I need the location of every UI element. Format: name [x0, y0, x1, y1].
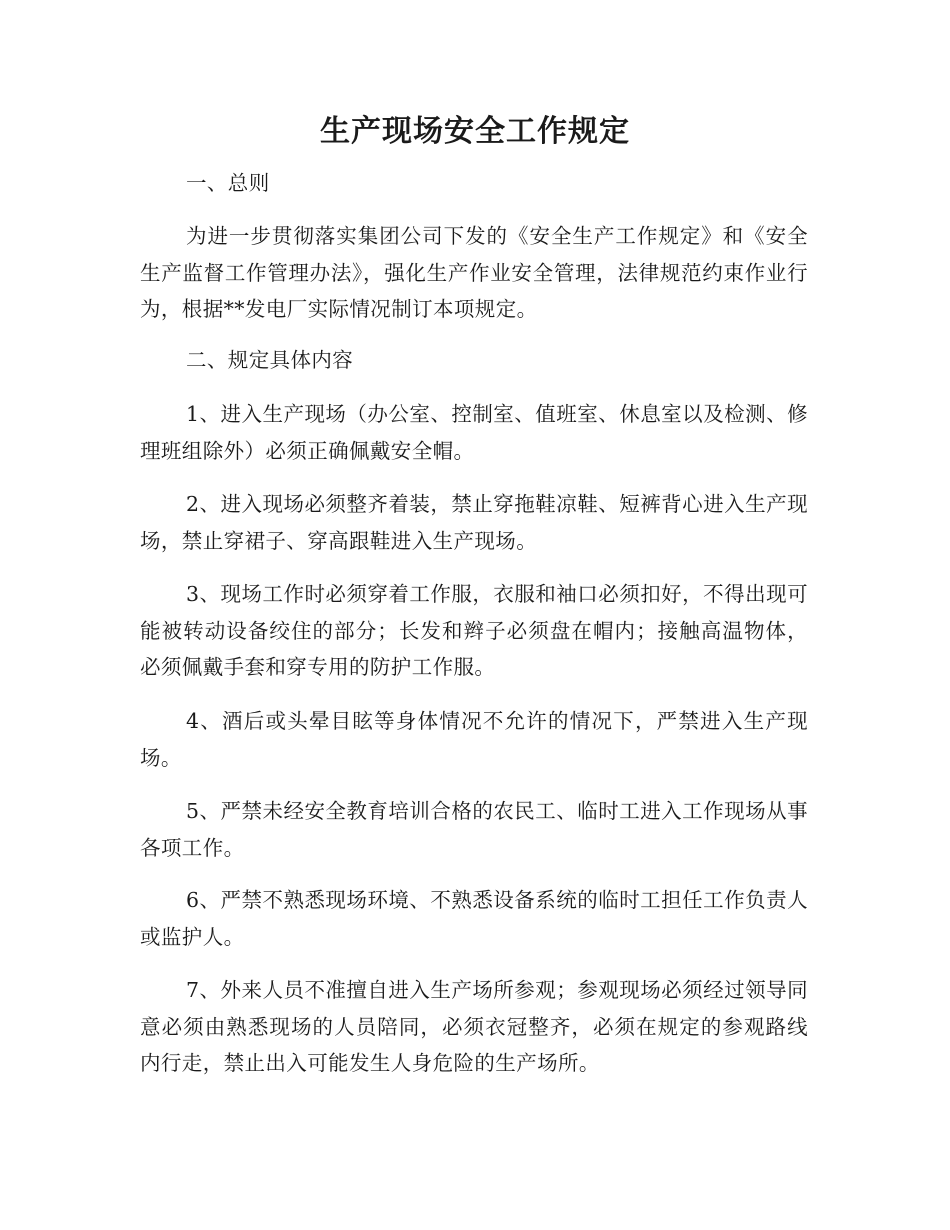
- document-title: 生产现场安全工作规定: [320, 114, 630, 149]
- rule-item-6: 6、严禁不熟悉现场环境、不熟悉设备系统的临时工担任工作负责人或监护人。: [140, 888, 808, 949]
- rule-item-3: 3、现场工作时必须穿着工作服，衣服和袖口必须扣好，不得出现可能被转动设备绞住的部分；长发和辫子必须盘在帽内；接触高温物体，必须佩戴手套和穿专用的防护工作服。: [140, 582, 808, 679]
- rule-item-1: 1、进入生产现场（办公室、控制室、值班室、休息室以及检测、修理班组除外）必须正确佩戴安全帽。: [140, 402, 808, 463]
- section-heading-specific-rules: 二、规定具体内容: [186, 348, 354, 372]
- rule-item-5: 5、严禁未经安全教育培训合格的农民工、临时工进入工作现场从事各项工作。: [140, 799, 808, 860]
- paragraph-general: 为进一步贯彻落实集团公司下发的《安全生产工作规定》和《安全生产监督工作管理办法》，强化生产作业安全管理，法律规范约束作业行为，根据**发电厂实际情况制订本项规定。: [140, 224, 808, 321]
- rule-item-2: 2、进入现场必须整齐着装，禁止穿拖鞋凉鞋、短裤背心进入生产现场，禁止穿裙子、穿高跟鞋进入生产现场。: [140, 492, 808, 553]
- rule-item-7: 7、外来人员不准擅自进入生产场所参观；参观现场必须经过领导同意必须由熟悉现场的人员陪同，必须衣冠整齐，必须在规定的参观路线内行走，禁止出入可能发生人身危险的生产场所。: [140, 978, 808, 1075]
- section-heading-general: 一、总则: [186, 171, 270, 195]
- rule-item-4: 4、酒后或头晕目眩等身体情况不允许的情况下，严禁进入生产现场。: [140, 709, 808, 770]
